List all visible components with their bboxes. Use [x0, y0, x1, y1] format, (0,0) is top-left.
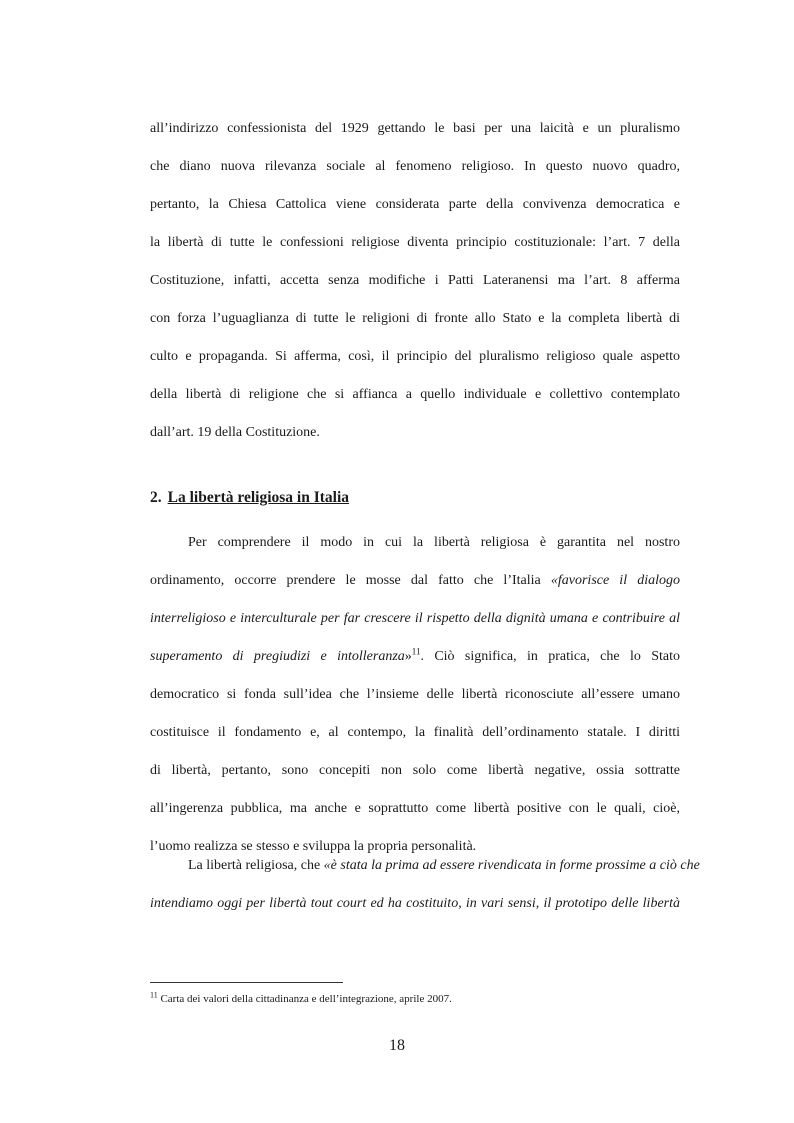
text-span: . Ciò significa, in pratica, che lo Stato — [420, 649, 680, 664]
text-line: la libertà di tutte le confessioni religiose diventa principio costituzionale: l’art. 7 della — [150, 235, 680, 250]
paragraph-3 — [150, 847, 700, 923]
footnote — [150, 990, 452, 1005]
text-line: all’indirizzo confessionista del 1929 gettando le basi per una laicità e un pluralismo — [150, 121, 680, 136]
text-line: l’uomo realizza se stesso e sviluppa la propria personalità. — [150, 839, 477, 854]
text-line — [150, 885, 680, 923]
text-line: culto e propaganda. Si afferma, così, il principio del pluralismo religioso quale aspetto — [150, 349, 680, 364]
footnote-divider — [150, 982, 343, 983]
text-line — [150, 847, 700, 885]
paragraph-2 — [150, 524, 680, 866]
text-line: dall’art. 19 della Costituzione. — [150, 425, 320, 440]
text-line: costituisce il fondamento e, al contempo, la finalità dell’ordinamento statale. I diritti — [150, 725, 680, 740]
text-line — [150, 638, 680, 676]
text-line: Per comprendere il modo in cui la libertà religiosa è garantita nel nostro — [188, 535, 680, 550]
text-line: all’ingerenza pubblica, ma anche e soprattutto come libertà positive con le quali, cioè, — [150, 801, 680, 816]
text-line: con forza l’uguaglianza di tutte le religioni di fronte allo Stato e la completa libertà di — [150, 311, 680, 326]
quote-text: intendiamo oggi per libertà tout court ed ha costituito, in vari sensi, il prototipo delle libertà — [150, 896, 680, 911]
section-number: 2. — [150, 489, 162, 506]
quote-close: » — [404, 649, 412, 664]
section-heading — [150, 489, 349, 507]
page-number: 18 — [389, 1037, 405, 1054]
text-line: democratico si fonda sull’idea che l’insieme delle libertà riconosciute all’essere umano — [150, 687, 680, 702]
text-line: della libertà di religione che si affianca a quello individuale e collettivo contemplato — [150, 387, 680, 402]
quote-text: «è stata la prima ad essere rivendicata in forme prossime a ciò che — [323, 858, 700, 873]
text-span: ordinamento, occorre prendere le mosse dal fatto che l’Italia — [150, 573, 551, 588]
footnote-reference[interactable]: 11 — [411, 646, 421, 657]
text-line: pertanto, la Chiesa Cattolica viene considerata parte della convivenza democratica e — [150, 197, 680, 212]
quote-text: interreligioso e interculturale per far crescere il rispetto della dignità umana e contribuire al — [150, 611, 680, 626]
section-title: La libertà religiosa in Italia — [167, 489, 350, 506]
text-span: La libertà religiosa, che — [188, 858, 324, 873]
paragraph-1 — [150, 110, 680, 452]
text-line: di libertà, pertanto, sono concepiti non solo come libertà negative, ossia sottratte — [150, 763, 680, 778]
footnote-number: 11 — [150, 990, 158, 1000]
text-line — [150, 562, 680, 600]
text-line: Costituzione, infatti, accetta senza modifiche i Patti Lateranensi ma l’art. 8 afferma — [150, 273, 680, 288]
text-line: che diano nuova rilevanza sociale al fenomeno religioso. In questo nuovo quadro, — [150, 159, 680, 174]
quote-text: «favorisce il dialogo — [550, 573, 680, 588]
footnote-text: Carta dei valori della cittadinanza e dell’integrazione, aprile 2007. — [157, 993, 452, 1005]
quote-text: superamento di pregiudizi e intolleranza — [150, 649, 405, 664]
text-line — [150, 600, 680, 638]
